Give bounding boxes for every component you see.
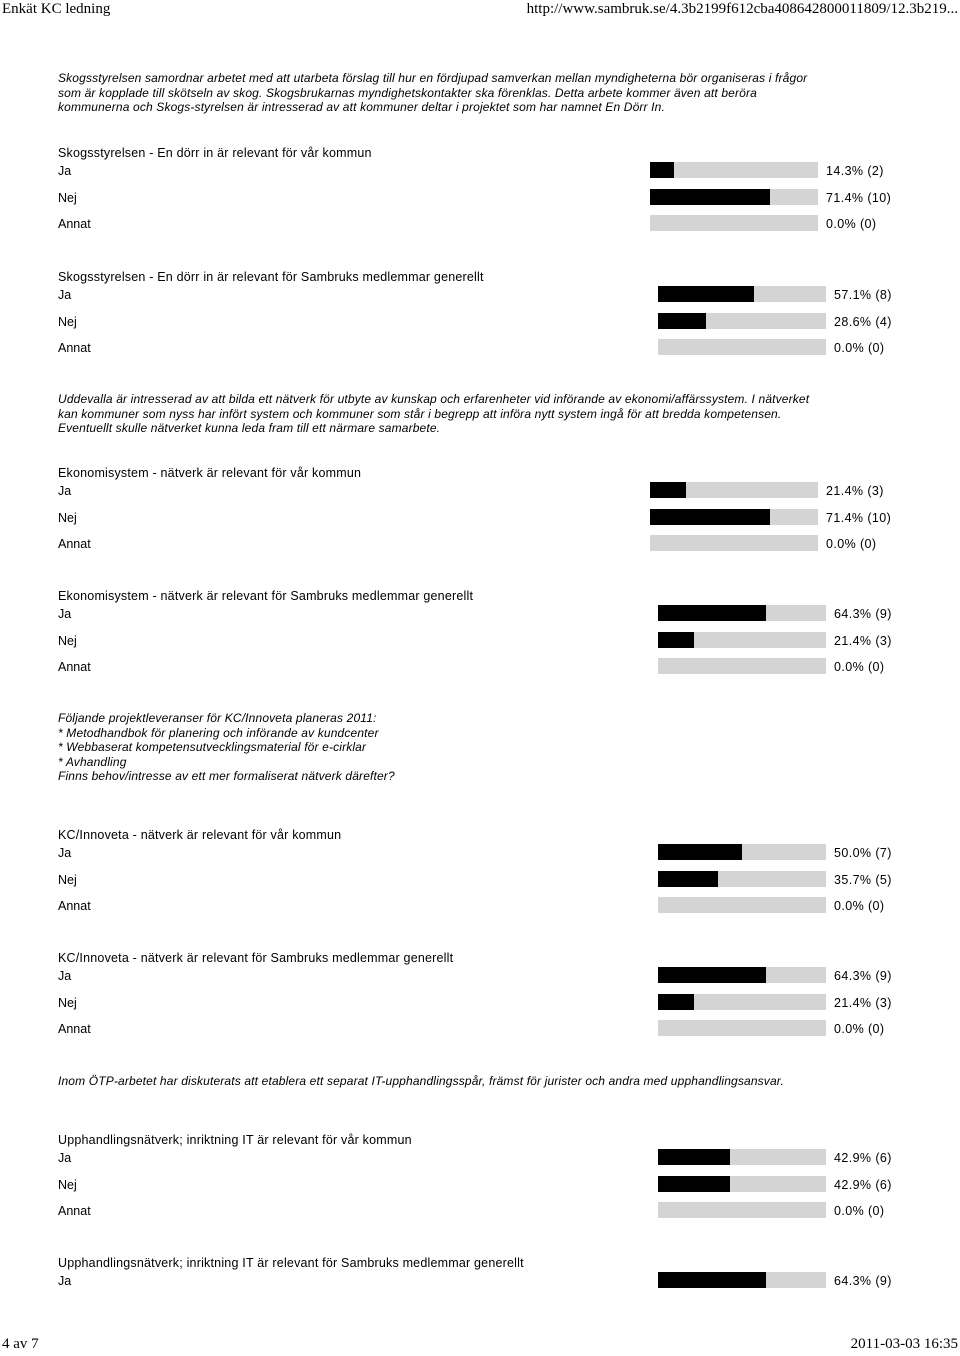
bar-fill (650, 189, 770, 205)
intro-paragraph-otp (58, 1074, 908, 1089)
chart-row (58, 1151, 918, 1171)
bar-track (658, 844, 826, 860)
paragraph-line: Inom ÖTP-arbetet har diskuterats att etablera ett separat IT-upphandlingsspår, främst för jurister och andra med upphandlingsansvar. (58, 1074, 784, 1088)
chart-row (58, 511, 918, 531)
bar-track (650, 189, 818, 205)
intro-paragraph-kc-innoveta (58, 711, 908, 784)
paragraph-line: * Metodhandbok för planering och införande av kundcenter (58, 725, 379, 740)
bar-track (650, 162, 818, 178)
print-footer (0, 1336, 960, 1356)
bar-track (658, 897, 826, 913)
category-label: Nej (58, 995, 77, 1010)
category-label: Ja (58, 484, 72, 498)
value-label: 64.3% (9) (834, 1274, 892, 1288)
category-label: Nej (58, 633, 77, 648)
survey-chart-8 (58, 1256, 918, 1296)
bar-track (658, 605, 826, 621)
category-label: Nej (58, 314, 77, 329)
bar-fill (658, 871, 718, 887)
bar-fill (658, 286, 754, 302)
category-label: Ja (58, 1151, 72, 1165)
chart-row (58, 899, 918, 919)
bar-track (658, 1272, 826, 1288)
value-label: 42.9% (6) (834, 1177, 892, 1192)
bar-track (658, 871, 826, 887)
value-label: 14.3% (2) (826, 164, 884, 178)
paragraph-line: som är kopplade till skötseln av skog. Skogsbrukarnas myndighetskontakter ska förenklas. Detta arbete kommer även att beröra (58, 85, 757, 100)
category-label: Annat (58, 537, 91, 551)
chart-row (58, 996, 918, 1016)
paragraph-line: Finns behov/intresse av ett mer formaliserat nätverk därefter? (58, 769, 395, 784)
survey-chart-3 (58, 466, 918, 562)
chart-row (58, 1022, 918, 1042)
paragraph-line: kan kommuner som nyss har infört system och kommuner som står i begrepp att införa nytt system ingå för att bredda kompetensen. (58, 406, 782, 421)
value-label: 28.6% (4) (834, 314, 892, 329)
chart-row (58, 969, 918, 989)
chart-row (58, 164, 918, 184)
bar-fill (650, 509, 770, 525)
chart-title: Upphandlingsnätverk; inriktning IT är relevant för Sambruks medlemmar generellt (58, 1256, 524, 1270)
bar-track (658, 1176, 826, 1192)
value-label: 0.0% (0) (826, 217, 877, 231)
intro-paragraph-uddevalla (58, 392, 908, 436)
chart-row (58, 1178, 918, 1198)
value-label: 42.9% (6) (834, 1151, 892, 1165)
category-label: Annat (58, 899, 91, 913)
value-label: 0.0% (0) (834, 1022, 885, 1036)
chart-row (58, 217, 918, 237)
bar-track (658, 632, 826, 648)
category-label: Nej (58, 872, 77, 887)
value-label: 50.0% (7) (834, 846, 892, 860)
value-label: 71.4% (10) (826, 510, 892, 525)
value-label: 21.4% (3) (826, 484, 884, 498)
chart-row (58, 484, 918, 504)
value-label: 21.4% (3) (834, 633, 892, 648)
print-timestamp: 2011-03-03 16:35 (850, 1336, 958, 1352)
bar-fill (658, 632, 694, 648)
survey-chart-7 (58, 1133, 918, 1229)
category-label: Ja (58, 969, 72, 983)
bar-track (650, 535, 818, 551)
bar-fill (658, 313, 706, 329)
value-label: 21.4% (3) (834, 995, 892, 1010)
category-label: Ja (58, 288, 72, 302)
chart-title: Ekonomisystem - nätverk är relevant för vår kommun (58, 466, 362, 480)
category-label: Annat (58, 660, 91, 674)
page-url: http://www.sambruk.se/4.3b2199f612cba408642800011809/12.3b219... (526, 1, 958, 17)
category-label: Annat (58, 341, 91, 355)
bar-fill (658, 1176, 730, 1192)
chart-title: KC/Innoveta - nätverk är relevant för vår kommun (58, 828, 342, 842)
print-header (0, 0, 960, 22)
value-label: 0.0% (0) (826, 537, 877, 551)
category-label: Ja (58, 164, 72, 178)
chart-row (58, 315, 918, 335)
value-label: 71.4% (10) (826, 190, 892, 205)
chart-row (58, 607, 918, 627)
chart-row (58, 873, 918, 893)
value-label: 0.0% (0) (834, 660, 885, 674)
chart-title: KC/Innoveta - nätverk är relevant för Sambruks medlemmar generellt (58, 951, 454, 965)
bar-track (658, 994, 826, 1010)
page-title: Enkät KC ledning (2, 1, 111, 17)
paragraph-line: kommunerna och Skogs-styrelsen är intresserad av att kommuner deltar i projektet som har namnet En Dörr In. (58, 100, 665, 115)
paragraph-line: * Avhandling (58, 754, 127, 769)
paragraph-line: Uddevalla är intresserad av att bilda ett nätverk för utbyte av kunskap och erfarenheter vid införande av ekonomi/affärssystem. I nätverket (58, 392, 810, 406)
chart-title: Skogsstyrelsen - En dörr in är relevant för Sambruks medlemmar generellt (58, 270, 484, 284)
chart-row (58, 634, 918, 654)
survey-chart-5 (58, 828, 918, 924)
survey-chart-2 (58, 270, 918, 366)
bar-track (658, 658, 826, 674)
paragraph-line: * Webbaserat kompetensutvecklingsmaterial för e-cirklar (58, 740, 367, 755)
bar-fill (658, 1149, 730, 1165)
bar-fill (658, 1272, 766, 1288)
bar-track (658, 339, 826, 355)
bar-fill (658, 844, 742, 860)
category-label: Ja (58, 607, 72, 621)
chart-row (58, 1204, 918, 1224)
bar-track (650, 509, 818, 525)
survey-chart-1 (58, 146, 918, 242)
chart-row (58, 537, 918, 557)
bar-track (658, 967, 826, 983)
bar-track (650, 215, 818, 231)
category-label: Ja (58, 846, 72, 860)
category-label: Annat (58, 1204, 91, 1218)
bar-fill (650, 482, 686, 498)
bar-track (650, 482, 818, 498)
category-label: Annat (58, 1022, 91, 1036)
bar-track (658, 1020, 826, 1036)
value-label: 57.1% (8) (834, 288, 892, 302)
bar-track (658, 1202, 826, 1218)
paragraph-line: Skogsstyrelsen samordnar arbetet med att utarbeta förslag till hur en fördjupad samverkan mellan myndigheterna bör organiseras i frågor (58, 71, 808, 85)
bar-track (658, 1149, 826, 1165)
category-label: Annat (58, 217, 91, 231)
intro-paragraph-skogsstyrelsen (58, 71, 908, 115)
value-label: 0.0% (0) (834, 341, 885, 355)
paragraph-line: Eventuellt skulle nätverket kunna leda fram till ett närmare samarbete. (58, 421, 441, 436)
chart-title: Skogsstyrelsen - En dörr in är relevant för vår kommun (58, 146, 372, 160)
category-label: Ja (58, 1274, 72, 1288)
value-label: 0.0% (0) (834, 1204, 885, 1218)
chart-title: Upphandlingsnätverk; inriktning IT är relevant för vår kommun (58, 1133, 412, 1147)
chart-title: Ekonomisystem - nätverk är relevant för Sambruks medlemmar generellt (58, 589, 474, 603)
bar-fill (658, 994, 694, 1010)
page-number: 4 av 7 (2, 1336, 39, 1352)
category-label: Nej (58, 510, 77, 525)
bar-fill (658, 605, 766, 621)
value-label: 64.3% (9) (834, 607, 892, 621)
category-label: Nej (58, 190, 77, 205)
category-label: Nej (58, 1177, 77, 1192)
survey-chart-4 (58, 589, 918, 685)
value-label: 35.7% (5) (834, 872, 892, 887)
value-label: 0.0% (0) (834, 899, 885, 913)
paragraph-line: Följande projektleveranser för KC/Innoveta planeras 2011: (58, 711, 377, 725)
bar-fill (650, 162, 674, 178)
chart-row (58, 288, 918, 308)
chart-row (58, 660, 918, 680)
value-label: 64.3% (9) (834, 969, 892, 983)
bar-fill (658, 967, 766, 983)
chart-row (58, 1274, 918, 1294)
bar-track (658, 313, 826, 329)
chart-row (58, 191, 918, 211)
chart-row (58, 341, 918, 361)
bar-track (658, 286, 826, 302)
chart-row (58, 846, 918, 866)
survey-chart-6 (58, 951, 918, 1047)
